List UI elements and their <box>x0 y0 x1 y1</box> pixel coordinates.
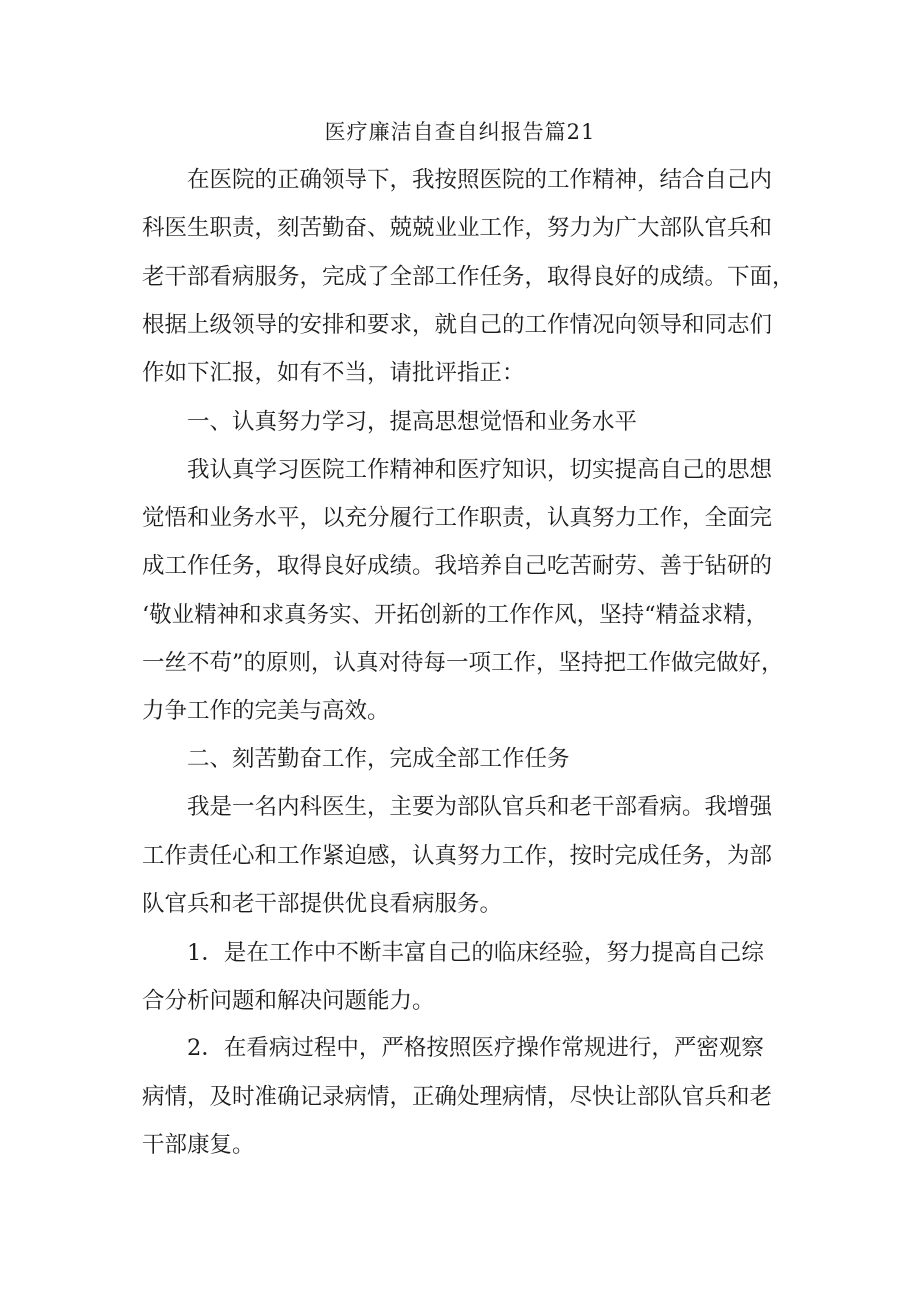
paragraph-line: 老干部看病服务，完成了全部工作任务，取得良好的成绩。下面， <box>142 264 795 290</box>
paragraph-line: 科医生职责，刻苦勤奋、兢兢业业工作，努力为广大部队官兵和 <box>142 215 773 241</box>
section-heading: 一、认真努力学习，提高思想觉悟和业务水平 <box>187 409 638 435</box>
document-title: 医疗廉洁自查自纠报告篇21 <box>324 120 596 144</box>
paragraph-line: 作如下汇报，如有不当，请批评指正： <box>142 360 525 386</box>
numbered-item-line: 干部康复。 <box>142 1132 255 1158</box>
numbered-item-line: 1．是在工作中不断丰富自己的临床经验，努力提高自己综 <box>187 940 764 966</box>
numbered-item-line: 合分析问题和解决问题能力。 <box>142 988 435 1014</box>
numbered-item-line: 2．在看病过程中，严格按照医疗操作常规进行，严密观察 <box>187 1035 764 1061</box>
paragraph-line: ‘敬业精神和求真务实、开拓创新的工作作风，坚持“精益求精， <box>142 602 769 628</box>
paragraph-line: 成工作任务，取得良好成绩。我培养自己吃苦耐劳、善于钻研的 <box>142 553 773 579</box>
paragraph-line: 根据上级领导的安排和要求，就自己的工作情况向领导和同志们 <box>142 312 773 338</box>
paragraph-line: 一丝不苟”的原则，认真对待每一项工作，坚持把工作做完做好， <box>142 650 784 676</box>
paragraph-line: 力争工作的完美与高效。 <box>142 698 390 724</box>
paragraph-line: 工作责任心和工作紧迫感，认真努力工作，按时完成任务，为部 <box>142 843 773 869</box>
paragraph-line: 觉悟和业务水平，以充分履行工作职责，认真努力工作，全面完 <box>142 505 773 531</box>
section-heading: 二、刻苦勤奋工作，完成全部工作任务 <box>187 746 570 772</box>
paragraph-line: 队官兵和老干部提供优良看病服务。 <box>142 891 503 917</box>
paragraph-line: 在医院的正确领导下，我按照医院的工作精神，结合自己内 <box>187 167 773 193</box>
numbered-item-line: 病情，及时准确记录病情，正确处理病情，尽快让部队官兵和老 <box>142 1084 773 1110</box>
paragraph-line: 我是一名内科医生，主要为部队官兵和老干部看病。我增强 <box>187 794 773 820</box>
paragraph-line: 我认真学习医院工作精神和医疗知识，切实提高自己的思想 <box>187 457 773 483</box>
